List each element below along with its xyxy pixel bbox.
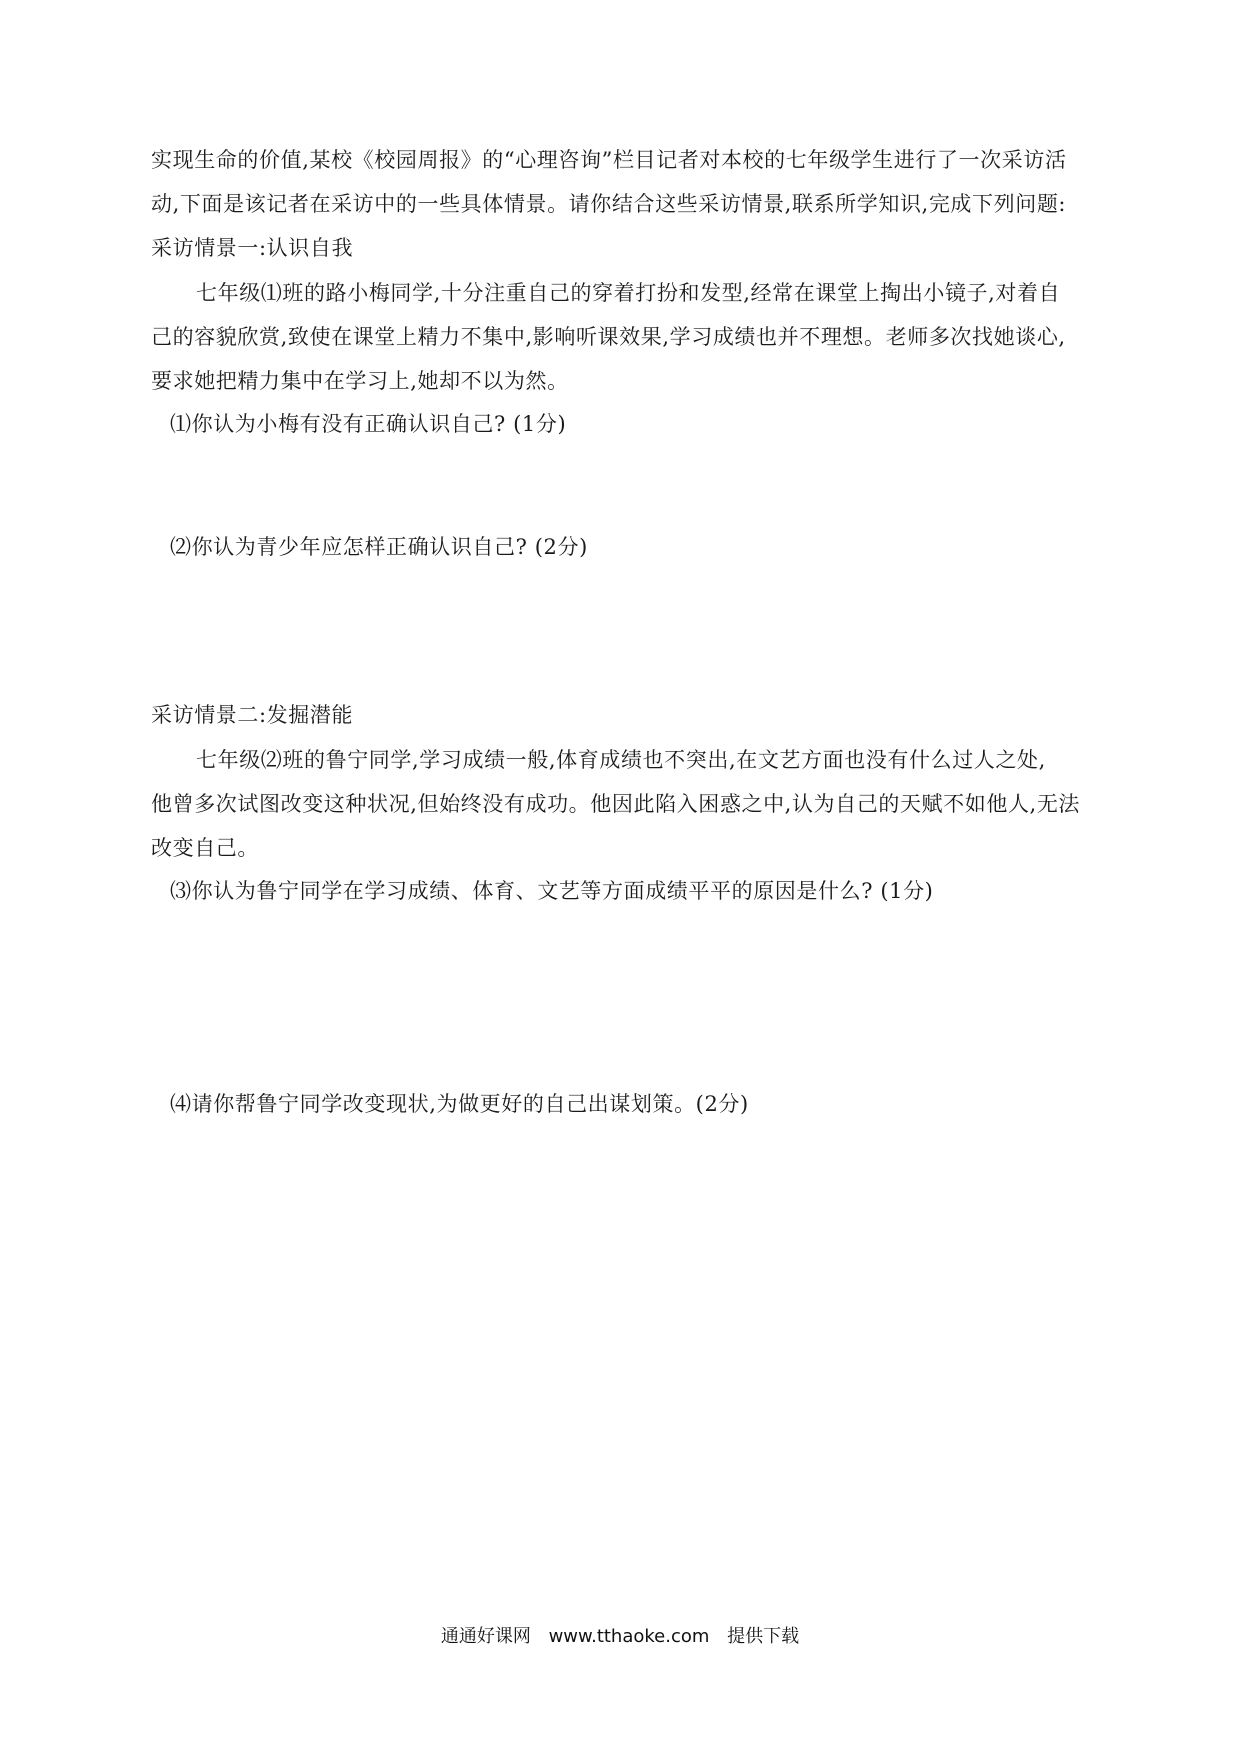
footer-url: www.tthaoke.com [548,1626,710,1647]
scene2-heading: 采访情景二:发掘潜能 [151,703,354,727]
question-4: ⑷请你帮鲁宁同学改变现状,为做更好的自己出谋划策。(2分) [170,1092,749,1116]
scene1-paragraph-line-3: 要求她把精力集中在学习上,她却不以为然。 [151,369,569,393]
scene2-paragraph-line-1: 七年级⑵班的鲁宁同学,学习成绩一般,体育成绩也不突出,在文艺方面也没有什么过人之处, [196,748,1046,772]
question-2: ⑵你认为青少年应怎样正确认识自己? (2分) [170,535,588,559]
scene1-heading: 采访情景一:认识自我 [151,236,354,260]
scene1-paragraph-line-1: 七年级⑴班的路小梅同学,十分注重自己的穿着打扮和发型,经常在课堂上掏出小镜子,对着自 [196,281,1061,305]
footer-suffix: 提供下载 [727,1626,800,1647]
intro-line-1: 实现生命的价值,某校《校园周报》的“心理咨询”栏目记者对本校的七年级学生进行了一次采访活 [151,148,1067,172]
scene2-paragraph-line-3: 改变自己。 [151,836,259,860]
scene2-paragraph-line-2: 他曾多次试图改变这种状况,但始终没有成功。他因此陷入困惑之中,认为自己的天赋不如他人,无法 [151,792,1081,816]
intro-line-2: 动,下面是该记者在采访中的一些具体情景。请你结合这些采访情景,联系所学知识,完成下列问题: [151,192,1067,216]
question-1: ⑴你认为小梅有没有正确认识自己? (1分) [170,412,567,436]
footer-site-name: 通通好课网 [440,1626,531,1647]
scene1-paragraph-line-2: 己的容貌欣赏,致使在课堂上精力不集中,影响听课效果,学习成绩也并不理想。老师多次找她谈心, [151,325,1066,349]
question-3: ⑶你认为鲁宁同学在学习成绩、体育、文艺等方面成绩平平的原因是什么? (1分) [170,879,934,903]
page-footer [0,1622,1240,1648]
